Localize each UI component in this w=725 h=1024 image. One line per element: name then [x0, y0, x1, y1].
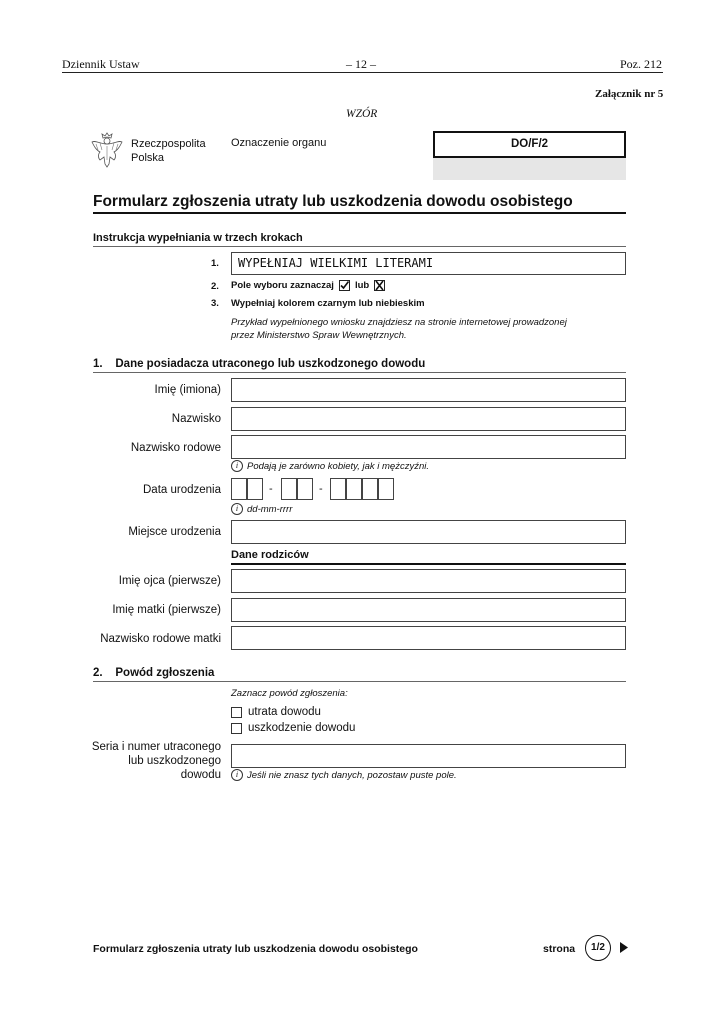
checkmark-checkbox-icon — [339, 280, 350, 291]
mother-maiden-label: Nazwisko rodowe matki — [100, 633, 221, 645]
damage-checkbox[interactable] — [231, 723, 242, 734]
birth-month-digit-1[interactable] — [281, 478, 297, 500]
instructions-rule — [93, 246, 626, 247]
info-icon: i — [231, 503, 243, 515]
step-2-or: lub — [354, 280, 370, 291]
birth-date-label: Data urodzenia — [143, 484, 221, 496]
parents-rule — [231, 563, 626, 565]
birth-day-digit-2[interactable] — [247, 478, 263, 500]
header-rule — [62, 72, 663, 73]
reason-prompt: Zaznacz powód zgłoszenia: — [231, 688, 348, 699]
loss-label: utrata dowodu — [248, 706, 321, 718]
step-2-text: Pole wyboru zaznaczaj — [231, 280, 334, 291]
next-page-arrow-icon[interactable] — [620, 942, 628, 953]
maiden-name-field[interactable] — [231, 435, 626, 459]
loss-checkbox[interactable] — [231, 707, 242, 718]
section-1-rule — [93, 372, 626, 373]
first-name-field[interactable] — [231, 378, 626, 402]
footer-title: Formularz zgłoszenia utraty lub uszkodzenia dowodu osobistego — [93, 943, 418, 955]
section-2-title: 2. Powód zgłoszenia — [93, 667, 215, 679]
father-name-label: Imię ojca (pierwsze) — [118, 575, 221, 587]
damage-label: uszkodzenie dowodu — [248, 722, 356, 734]
option-loss[interactable] — [231, 706, 321, 718]
cross-checkbox-icon — [374, 280, 385, 291]
mother-maiden-field[interactable] — [231, 626, 626, 650]
date-separator: - — [319, 483, 323, 495]
step-2-number: 2. — [211, 281, 219, 292]
father-name-field[interactable] — [231, 569, 626, 593]
birth-year-digit-1[interactable] — [330, 478, 346, 500]
mother-name-label: Imię matki (pierwsze) — [112, 604, 221, 616]
page-number: – 12 – — [346, 57, 376, 71]
maiden-name-hint: i Podają je zarówno kobiety, jak i mężczyźni. — [231, 460, 429, 472]
step-2-row — [231, 280, 385, 291]
birth-year-digit-3[interactable] — [362, 478, 378, 500]
mother-name-field[interactable] — [231, 598, 626, 622]
birth-year-digit-2[interactable] — [346, 478, 362, 500]
maiden-name-label: Nazwisko rodowe — [130, 442, 221, 454]
organ-label: Oznaczenie organu — [231, 137, 327, 149]
birth-day-digit-1[interactable] — [231, 478, 247, 500]
surname-label: Nazwisko — [171, 413, 221, 425]
form-code-box — [433, 131, 626, 180]
page-indicator: 1/2 — [585, 935, 611, 961]
eagle-emblem-icon — [90, 130, 124, 170]
position-number: Poz. 212 — [620, 57, 662, 71]
journal-name: Dziennik Ustaw — [62, 57, 140, 71]
surname-field[interactable] — [231, 407, 626, 431]
instructions-note: Przykład wypełnionego wniosku znajdziesz na stronie internetowej prowadzonej przez Ministerstwo Spraw Wewnętrznych. — [231, 317, 567, 341]
annex-label: Załącznik nr 5 — [595, 88, 664, 100]
form-code: DO/F/2 — [433, 131, 626, 158]
info-icon: i — [231, 460, 243, 472]
section-2-rule — [93, 681, 626, 682]
step-1-example: WYPEŁNIAJ WIELKIMI LITERAMI — [231, 252, 626, 275]
doc-number-hint: i Jeśli nie znasz tych danych, pozostaw puste pole. — [231, 769, 457, 781]
page-label: strona — [543, 943, 576, 955]
birth-month-digit-2[interactable] — [297, 478, 313, 500]
form-title: Formularz zgłoszenia utraty lub uszkodzenia dowodu osobistego — [93, 193, 573, 210]
first-name-label: Imię (imiona) — [154, 384, 221, 396]
section-1-title: 1. Dane posiadacza utraconego lub uszkodzonego dowodu — [93, 358, 426, 370]
country-name: Rzeczpospolita Polska — [131, 138, 206, 164]
step-1-number: 1. — [211, 258, 219, 269]
parents-heading: Dane rodziców — [231, 549, 309, 561]
date-separator: - — [269, 483, 273, 495]
birth-place-label: Miejsce urodzenia — [128, 526, 221, 538]
option-damage[interactable] — [231, 722, 355, 734]
step-3-text: Wypełniaj kolorem czarnym lub niebieskim — [231, 298, 425, 309]
birth-year-digit-4[interactable] — [378, 478, 394, 500]
step-3-number: 3. — [211, 298, 219, 309]
instructions-heading: Instrukcja wypełniania w trzech krokach — [93, 232, 303, 244]
template-label: WZÓR — [346, 108, 378, 120]
birth-place-field[interactable] — [231, 520, 626, 544]
birth-date-hint: i dd-mm-rrrr — [231, 503, 292, 515]
doc-number-field[interactable] — [231, 744, 626, 768]
title-rule — [93, 212, 626, 214]
info-icon: i — [231, 769, 243, 781]
doc-number-label: Seria i numer utraconego lub uszkodzonego dowodu — [91, 741, 221, 781]
